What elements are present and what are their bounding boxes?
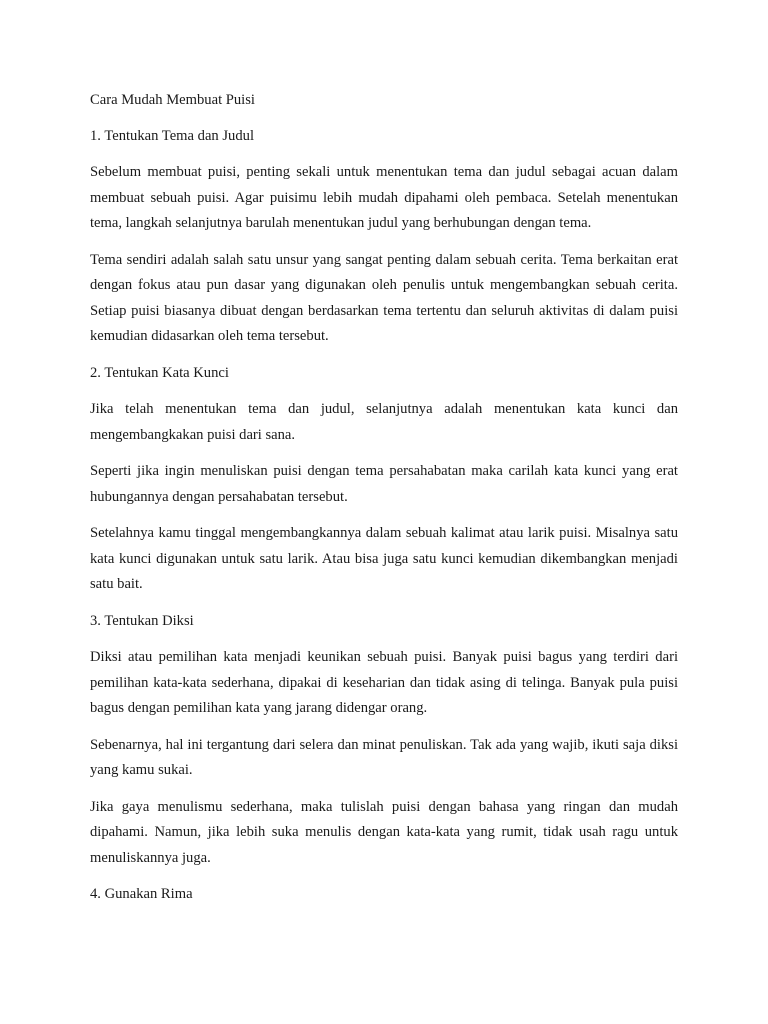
document-title: Cara Mudah Membuat Puisi <box>90 92 255 108</box>
section-heading-4: 4. Gunakan Rima <box>90 886 193 902</box>
section-heading-1: 1. Tentukan Tema dan Judul <box>90 127 255 144</box>
section-heading-2: 2. Tentukan Kata Kunci <box>90 364 229 381</box>
section-3-paragraph-1: Diksi atau pemilihan kata menjadi keunikan sebuah puisi. Banyak puisi bagus yang terdiri dari pemilihan kata-kata sederhana, dipakai di keseharian dan tidak asing di telinga. Banyak pula puisi bagus dengan pemilihan kata yang jarang didengar orang. <box>90 649 678 716</box>
section-1-paragraph-2: Tema sendiri adalah salah satu unsur yang sangat penting dalam sebuah cerita. Tema berkaitan erat dengan fokus atau pun dasar yang digunakan oleh penulis untuk mengembangkan sebuah cerita. Setiap puisi biasanya dibuat dengan berdasarkan tema tertentu dan seluruh aktivitas di dalam puisi kemudian didasarkan oleh tema tersebut. <box>90 251 678 344</box>
section-2-paragraph-2: Seperti jika ingin menuliskan puisi dengan tema persahabatan maka carilah kata kunci yang erat hubungannya dengan persahabatan tersebut. <box>90 463 678 505</box>
section-1-paragraph-1: Sebelum membuat puisi, penting sekali untuk menentukan tema dan judul sebagai acuan dalam membuat sebuah puisi. Agar puisimu lebih mudah dipahami oleh pembaca. Setelah menentukan tema, langkah selanjutnya barulah menentukan judul yang berhubungan dengan tema. <box>90 164 678 231</box>
section-heading-3: 3. Tentukan Diksi <box>90 612 194 629</box>
section-3-paragraph-2: Sebenarnya, hal ini tergantung dari selera dan minat penuliskan. Tak ada yang wajib, ikuti saja diksi yang kamu sukai. <box>90 736 678 778</box>
section-3-paragraph-3: Jika gaya menulismu sederhana, maka tulislah puisi dengan bahasa yang ringan dan mudah dipahami. Namun, jika lebih suka menulis dengan kata-kata yang rumit, tidak usah ragu untuk menuliskannya juga. <box>90 798 678 866</box>
section-2-paragraph-1: Jika telah menentukan tema dan judul, selanjutnya adalah menentukan kata kunci dan mengembangkakan puisi dari sana. <box>90 401 678 443</box>
section-2-paragraph-3: Setelahnya kamu tinggal mengembangkannya dalam sebuah kalimat atau larik puisi. Misalnya satu kata kunci digunakan untuk satu larik. Atau bisa juga satu kunci kemudian dikembangkan menjadi satu bait. <box>90 525 678 592</box>
